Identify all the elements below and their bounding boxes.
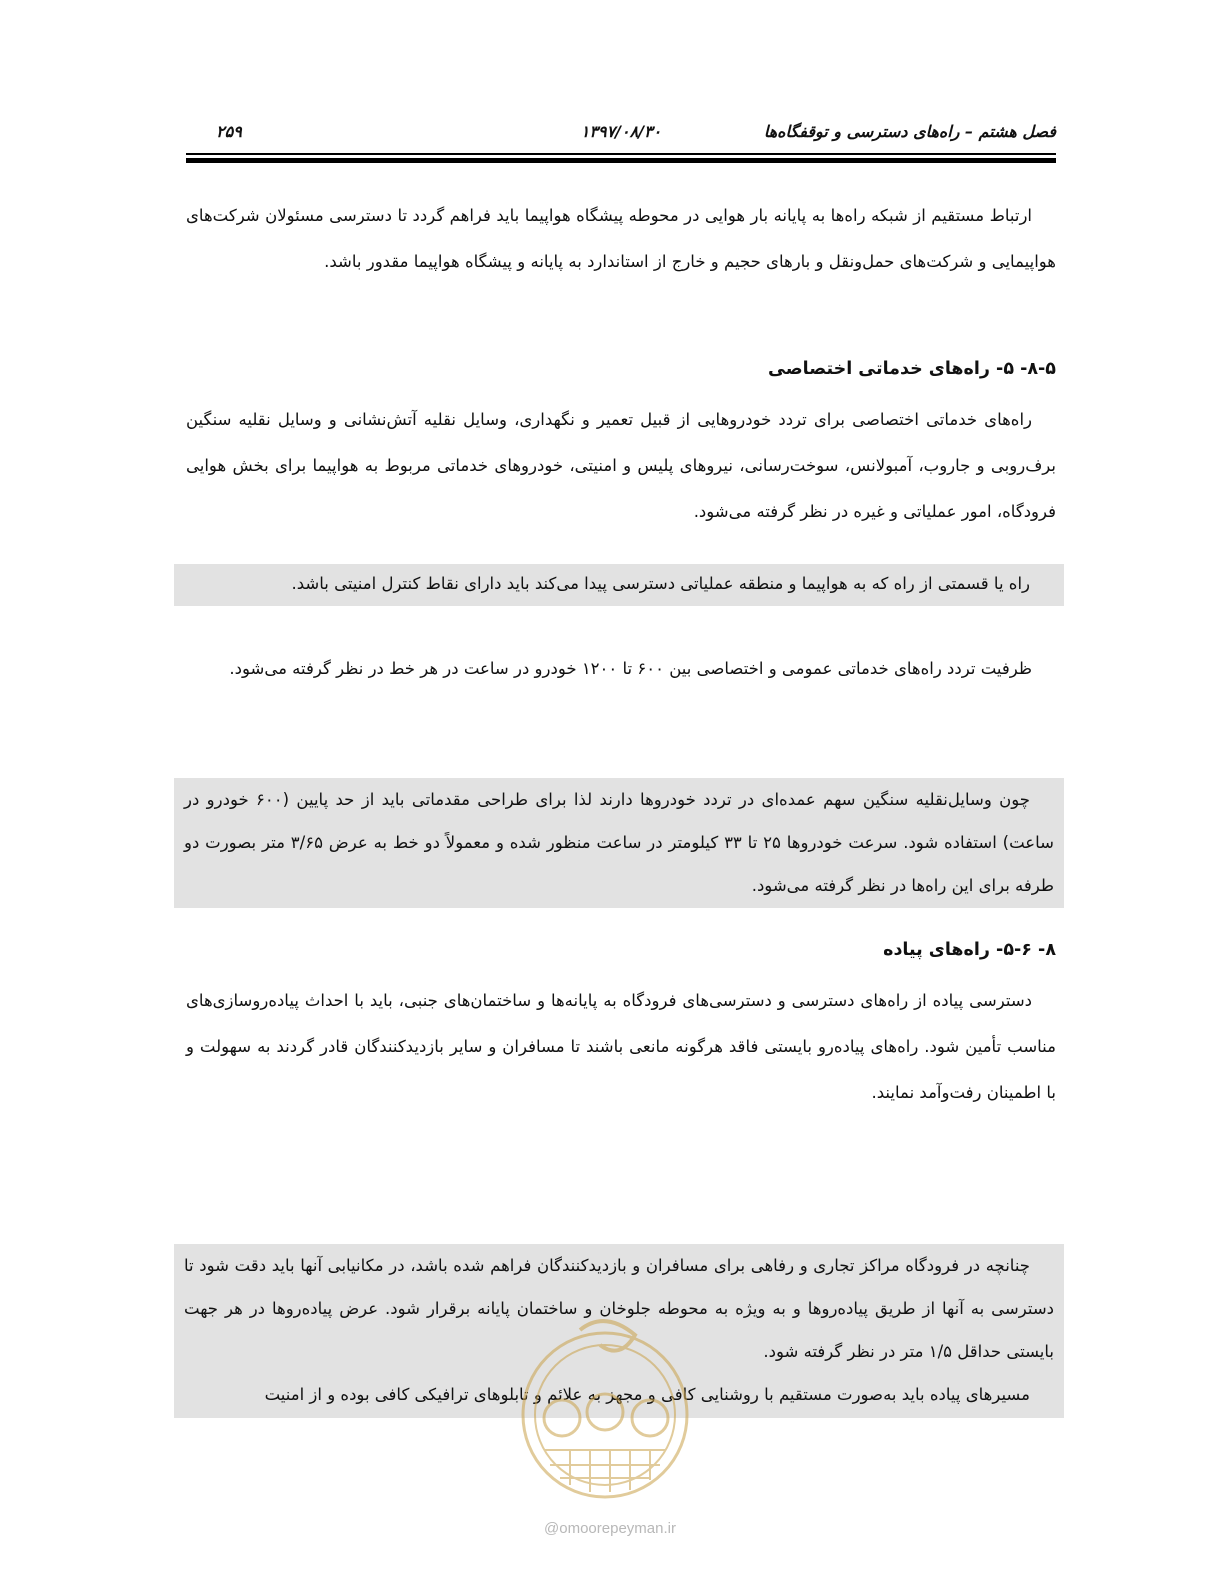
highlight-box-security — [174, 564, 1064, 606]
highlight-text-security: راه یا قسمتی از راه که به هواپیما و منطقه عملیاتی دسترسی پیدا می‌کند باید دارای نقاط کنترل امنیتی باشد. — [291, 574, 1030, 593]
section-heading-pedestrian: ۸- ۵-۶- راه‌های پیاده — [883, 940, 1056, 960]
seal-logo-icon — [500, 1300, 710, 1505]
header-date: ۱۳۹۷/۰۸/۳۰ — [580, 122, 662, 141]
highlight-text-commercial: چنانچه در فرودگاه مراکز تجاری و رفاهی برای مسافران و بازدیدکنندگان فراهم شده باشد، در مکانیابی آنها باید دقت شود تا دسترسی به آنها از طریق پیاده‌روها و به ویژه به محوطه جلوخان و ساختمان پایانه برقرار شود. عرض پیاده‌روها در هر جهت بایستی حداقل ۱/۵ متر در نظر گرفته شود. — [184, 1256, 1054, 1361]
page-number: ۲۵۹ — [216, 122, 242, 141]
section-heading-service-roads: ۸-۵- ۵- راه‌های خدماتی اختصاصی — [768, 359, 1056, 379]
watermark-url: @omoorepeyman.ir — [544, 1520, 676, 1537]
paragraph-cargo-access: ارتباط مستقیم از شبکه راه‌ها به پایانه بار هوایی در محوطه پیشگاه هواپیما باید فراهم گردد تا دسترسی مسئولان شرکت‌های هواپیمایی و شرکت‌های حمل‌ونقل و بارهای حجیم و خارج از استاندارد به پایانه و پیشگاه هواپیما مقدور باشد. — [186, 206, 1056, 271]
highlight-text-walkways: مسیرهای پیاده باید به‌صورت مستقیم با روشنایی کافی و مجهز به علائم و تابلوهای ترافیکی کافی بوده و از امنیت — [264, 1385, 1030, 1404]
highlight-box-heavy-vehicles — [174, 778, 1064, 908]
header-rule-thick — [186, 158, 1056, 163]
paragraph-pedestrian: دسترسی پیاده از راه‌های دسترسی و دسترسی‌های فرودگاه به پایانه‌ها و ساختمان‌های جنبی، باید با احداث پیاده‌روسازی‌های مناسب تأمین شود. راه‌های پیاده‌رو بایستی فاقد هرگونه مانعی باشند تا مسافران و سایر بازدیدکنندگان قادر گردند به سهولت و با اطمینان رفت‌وآمد نمایند. — [186, 991, 1056, 1102]
highlight-text-heavy-vehicles: چون وسایل‌نقلیه سنگین سهم عمده‌ای در تردد خودروها دارند لذا برای طراحی مقدماتی باید از حد پایین (۶۰۰ خودرو در ساعت) استفاده شود. سرعت خودروها ۲۵ تا ۳۳ کیلومتر در ساعت منظور شده و معمولاً دو خط به عرض ۳/۶۵ متر بصورت دو طرفه برای این راه‌ها در نظر گرفته می‌شود. — [184, 790, 1054, 895]
paragraph-service-roads: راه‌های خدماتی اختصاصی برای تردد خودروهایی از قبیل تعمیر و نگهداری، وسایل نقلیه آتش‌نشانی و وسایل نقلیه سنگین برف‌روبی و جاروب، آمبولانس، سوخت‌رسانی، نیروهای پلیس و امنیتی، خودروهای خدماتی مربوط به هواپیما برای بخش هوایی فرودگاه، امور عملیاتی و غیره در نظر گرفته می‌شود. — [186, 410, 1056, 521]
page-header — [186, 118, 1056, 150]
chapter-title: فصل هشتم – راه‌های دسترسی و توقفگاه‌ها — [763, 122, 1056, 141]
paragraph-capacity: ظرفیت تردد راه‌های خدماتی عمومی و اختصاصی بین ۶۰۰ تا ۱۲۰۰ خودرو در ساعت در هر خط در نظر گرفته می‌شود. — [229, 659, 1032, 678]
header-rule-thin — [186, 153, 1056, 155]
